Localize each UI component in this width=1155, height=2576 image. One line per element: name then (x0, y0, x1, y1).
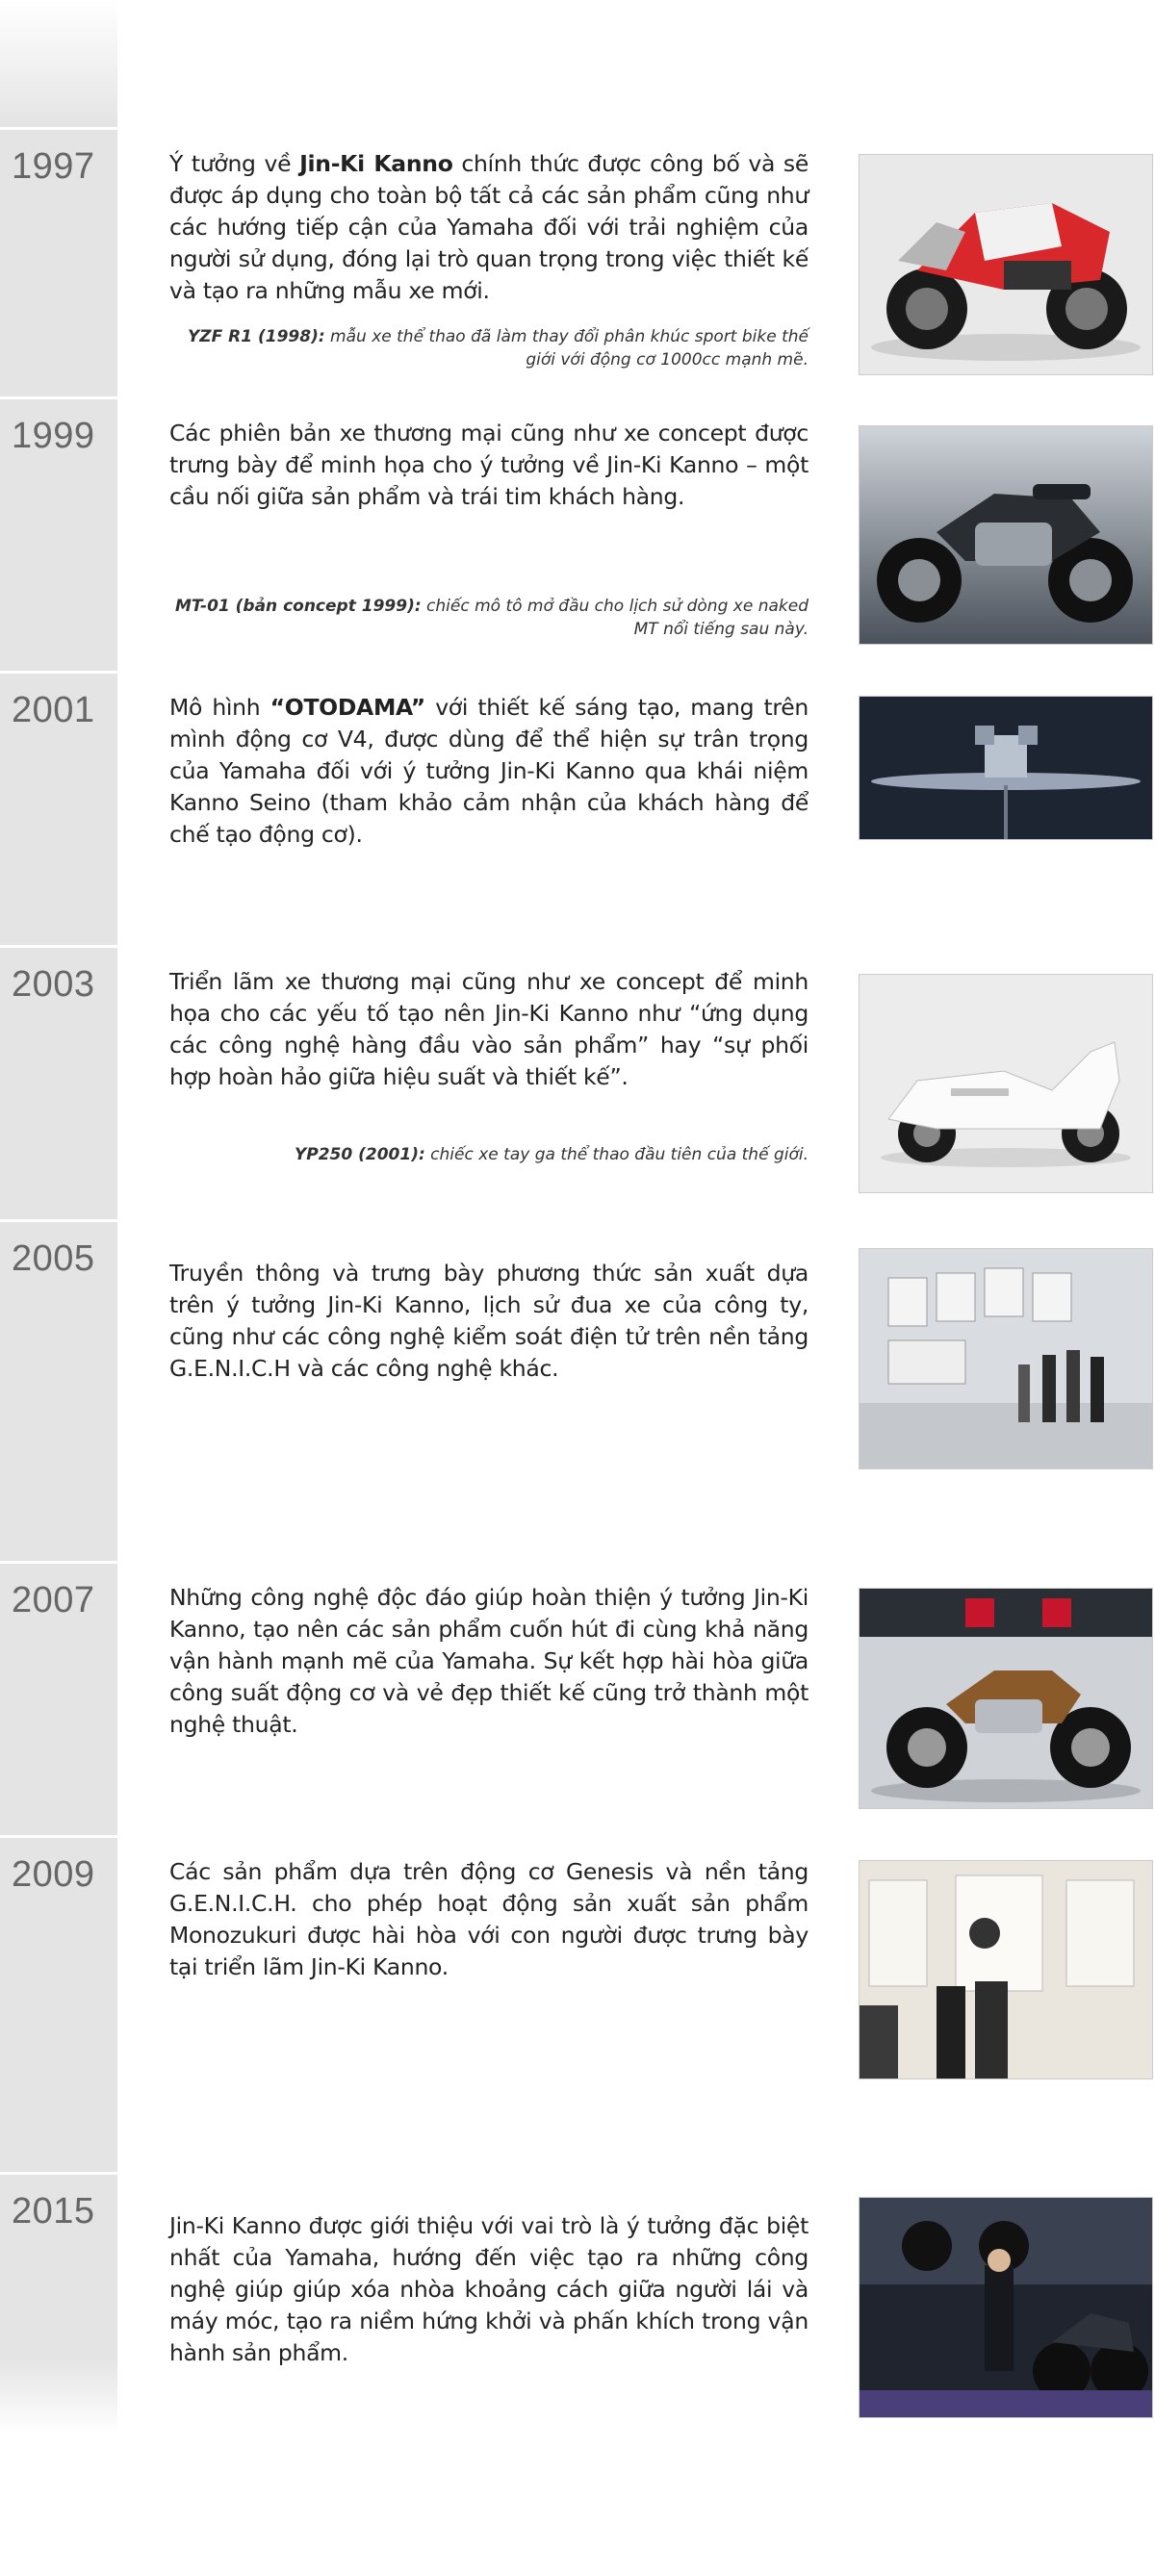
image-caption (169, 595, 808, 641)
row-divider (0, 1835, 117, 1838)
presenter-stage-photo (859, 2197, 1153, 2418)
entry-description (169, 418, 808, 513)
row-divider (0, 1219, 117, 1222)
description-text: Jin-Ki Kanno được giới thiệu với vai trò là ý tưởng đặc biệt nhất của Yamaha, hướng đến việc tạo ra những công nghệ giúp giúp xóa nhòa khoảng cách giữa người lái và máy móc, tạo ra niềm hứng khởi và phấn khích trong vận hành sản phẩm. (169, 2212, 808, 2366)
description-text: Ý tưởng về (169, 150, 300, 177)
row-divider (0, 127, 117, 130)
entry-description (169, 1856, 808, 1983)
row-divider (0, 396, 117, 399)
description-text: Triển lãm xe thương mại cũng như xe concept để minh họa cho các yếu tố tạo nên Jin-Ki Kanno như “ứng dụng các công nghệ hàng đầu vào sản phẩm” hay “sự phối hợp hoàn hảo giữa hiệu suất và thiết kế”. (169, 968, 808, 1090)
year-label: 2007 (12, 1580, 95, 1620)
exhibition-photo (859, 1248, 1153, 1469)
engine-display-photo (859, 696, 1153, 840)
image-caption (169, 325, 808, 371)
year-label: 2015 (12, 2191, 95, 2232)
timeline-entry-2015 (0, 2172, 1155, 2462)
entry-description (169, 966, 808, 1093)
entry-description (169, 1258, 808, 1385)
description-highlight: Jin-Ki Kanno (299, 150, 453, 177)
description-text-continued: với thiết kế sáng tạo, mang trên mình động cơ V4, được dùng để thể hiện sự trân trọng của Yamaha đối với ý tưởng Jin-Ki Kanno qua khái niệm Kanno Seino (tham khảo cảm nhận của khách hàng để chế tạo động cơ). (169, 694, 808, 848)
timeline-entry-2005 (0, 1219, 1155, 1563)
row-divider (0, 671, 117, 674)
year-label: 2001 (12, 690, 95, 730)
caption-text: chiếc mô tô mở đầu cho lịch sử dòng xe naked MT nổi tiếng sau này. (421, 597, 808, 639)
timeline-entry-2003 (0, 945, 1155, 1221)
sport-motorcycle-photo (859, 154, 1153, 375)
row-divider (0, 945, 117, 948)
year-label: 2005 (12, 1238, 95, 1279)
naked-motorcycle-photo (859, 425, 1153, 645)
timeline-entry-2001 (0, 671, 1155, 947)
entry-description (169, 148, 808, 307)
timeline-entry-1997 (0, 127, 1155, 398)
entry-description (169, 692, 808, 851)
caption-model-name: YP250 (2001): (294, 1145, 425, 1164)
year-label: 2009 (12, 1854, 95, 1895)
scooter-photo (859, 974, 1153, 1193)
description-text: Những công nghệ độc đáo giúp hoàn thiện ý tưởng Jin-Ki Kanno, tạo nên các sản phẩm cuốn hút đi cùng khả năng vận hành mạnh mẽ của Yamaha. Sự kết hợp hài hòa giữa công suất động cơ và vẻ đẹp thiết kế cũng trở thành một nghệ thuật. (169, 1584, 808, 1738)
description-text: Truyền thông và trưng bày phương thức sản xuất dựa trên ý tưởng Jin-Ki Kanno, lịch sử đua xe của công ty, cũng như các công nghệ kiểm soát điện tử trên nền tảng G.E.N.I.C.H và các công nghệ khác. (169, 1260, 808, 1382)
row-divider (0, 2172, 117, 2175)
year-label: 1997 (12, 146, 95, 187)
caption-text: chiếc xe tay ga thể thao đầu tiên của thế giới. (424, 1145, 808, 1164)
row-divider (0, 1561, 117, 1564)
year-label: 1999 (12, 416, 95, 456)
year-label: 2003 (12, 964, 95, 1005)
timeline-entry-1999 (0, 396, 1155, 673)
caption-text: mẫu xe thể thao đã làm thay đổi phân khúc sport bike thế giới với động cơ 1000cc mạnh mẽ. (324, 327, 808, 370)
description-text: Các phiên bản xe thương mại cũng như xe concept được trưng bày để minh họa cho ý tưởng về Jin-Ki Kanno – một cầu nối giữa sản phẩm và trái tim khách hàng. (169, 420, 808, 510)
caption-model-name: MT-01 (bản concept 1999): (175, 597, 422, 616)
description-text: Các sản phẩm dựa trên động cơ Genesis và nền tảng G.E.N.I.C.H. cho phép hoạt động sản xuất sản phẩm Monozukuri được hài hòa với con người được trưng bày tại triển lãm Jin-Ki Kanno. (169, 1858, 808, 1980)
caption-model-name: YZF R1 (1998): (187, 327, 325, 346)
description-text-continued: chính thức được công bố và sẽ được áp dụng cho toàn bộ tất cả các sản phẩm cũng như các hướng tiếp cận của Yamaha đối với trải nghiệm của người sử dụng, đóng lại trò quan trọng trong việc thiết kế và tạo ra những mẫu xe mới. (169, 150, 808, 304)
description-text: Mô hình (169, 694, 270, 721)
image-caption (169, 1143, 808, 1166)
timeline-entry-2009 (0, 1835, 1155, 2174)
entry-description (169, 2210, 808, 2369)
gallery-visitors-photo (859, 1860, 1153, 2079)
entry-description (169, 1582, 808, 1741)
description-highlight: “OTODAMA” (270, 694, 425, 721)
timeline-entry-2007 (0, 1561, 1155, 1837)
cruiser-motorcycle-photo (859, 1588, 1153, 1809)
